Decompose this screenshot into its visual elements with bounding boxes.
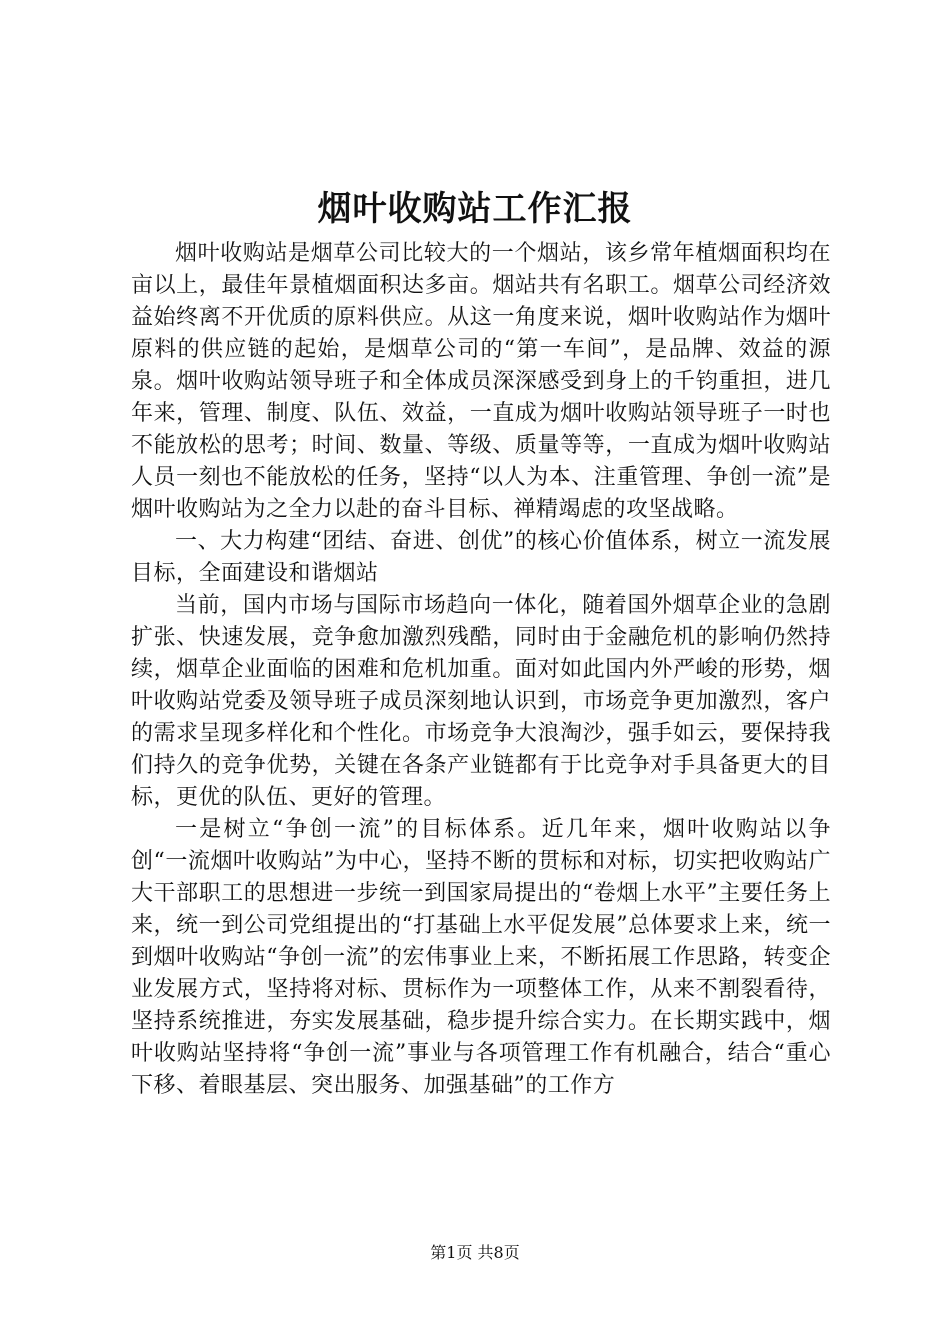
document-title: 烟叶收购站工作汇报 — [317, 189, 633, 229]
paragraph: 当前，国内市场与国际市场趋向一体化，随着国外烟草企业的急剧扩张、快速发展，竞争愈加激烈残酷，同时由于金融危机的影响仍然持续，烟草企业面临的困难和危机加重。面对如此国内外严峻的形势，烟叶收购站党委及领导班子成员深刻地认识到，市场竞争更加激烈，客户的需求呈现多样化和个性化。市场竞争大浪淘沙，强手如云，要保持我们持久的竞争优势，关键在各条产业链都有于比竞争对手具备更大的目标，更优的队伍、更好的管理。 — [131, 593, 831, 810]
section-heading: 一、大力构建“团结、奋进、创优”的核心价值体系，树立一流发展目标，全面建设和谐烟站 — [131, 529, 831, 586]
paragraph: 烟叶收购站是烟草公司比较大的一个烟站，该乡常年植烟面积均在亩以上，最佳年景植烟面积达多亩。烟站共有名职工。烟草公司经济效益始终离不开优质的原料供应。从这一角度来说，烟叶收购站作为烟叶原料的供应链的起始，是烟草公司的“第一车间”，是品牌、效益的源泉。烟叶收购站领导班子和全体成员深深感受到身上的千钧重担，进几年来，管理、制度、队伍、效益，一直成为烟叶收购站领导班子一时也不能放松的思考；时间、数量、等级、质量等等，一直成为烟叶收购站人员一刻也不能放松的任务，坚持“以人为本、注重管理、争创一流”是烟叶收购站为之全力以赴的奋斗目标、禅精竭虑的攻坚战略。 — [131, 241, 831, 522]
paragraph: 一是树立“争创一流”的目标体系。近几年来，烟叶收购站以争创“一流烟叶收购站”为中心，坚持不断的贯标和对标，切实把收购站广大干部职工的思想进一步统一到国家局提出的“卷烟上水平”主要任务上来，统一到公司党组提出的“打基础上水平促发展”总体要求上来，统一到烟叶收购站“争创一流”的宏伟事业上来，不断拓展工作思路，转变企业发展方式，坚持将对标、贯标作为一项整体工作，从来不割裂看待，坚持系统推进，夯实发展基础，稳步提升综合实力。在长期实践中，烟叶收购站坚持将“争创一流”事业与各项管理工作有机融合，结合“重心下移、着眼基层、突出服务、加强基础”的工作方 — [131, 817, 831, 1098]
page-footer: 第1页 共8页 — [430, 1243, 520, 1262]
document-body — [131, 238, 831, 1102]
